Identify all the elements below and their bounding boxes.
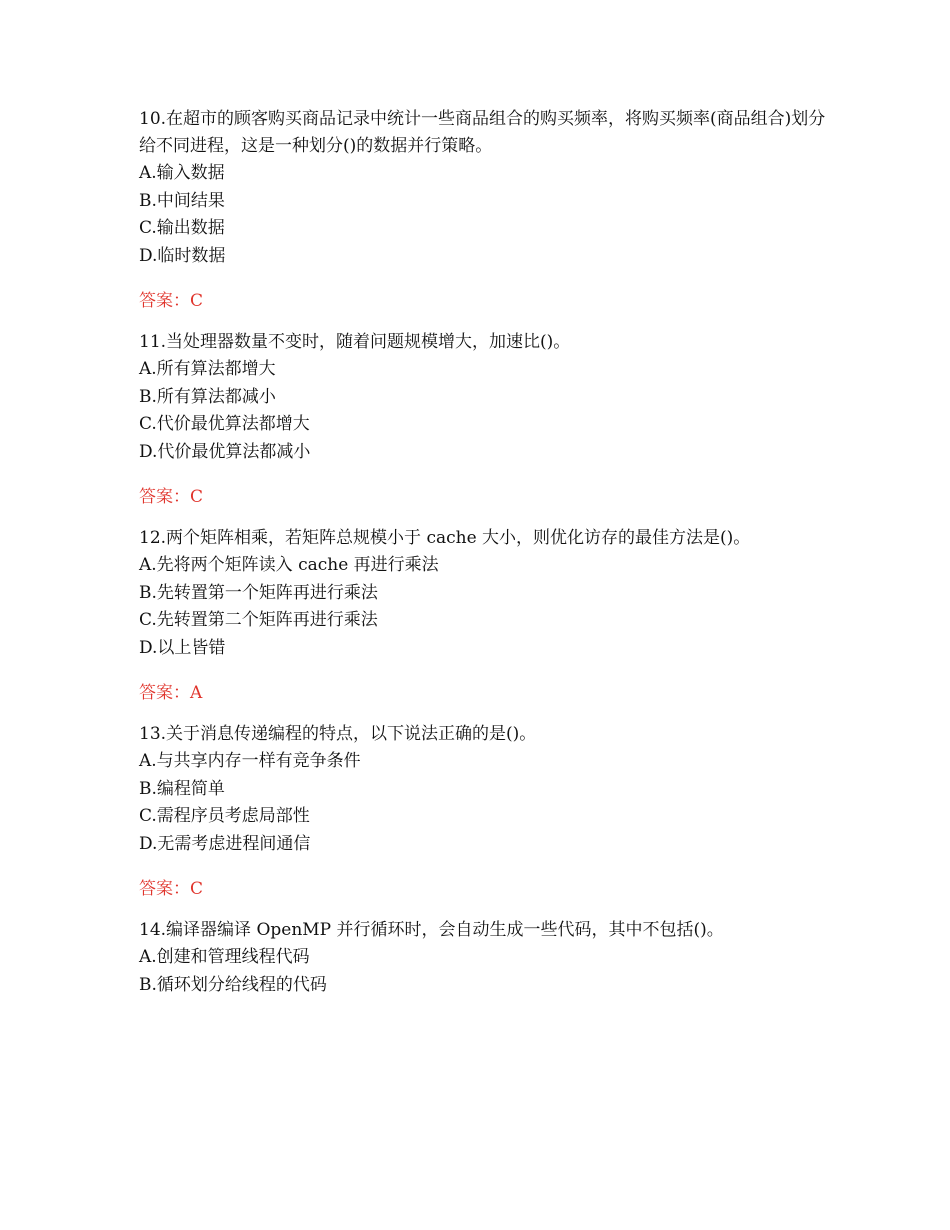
option-a: A.输入数据 <box>139 163 225 183</box>
question-text: 12.两个矩阵相乘，若矩阵总规模小于 cache 大小，则优化访存的最佳方法是()。 <box>139 528 751 548</box>
option-b: B.所有算法都减小 <box>139 386 276 407</box>
option-d: D.代价最优算法都减小 <box>139 441 311 462</box>
option-a: A.与共享内存一样有竞争条件 <box>139 751 361 771</box>
question-block <box>139 721 829 903</box>
question-block <box>139 917 829 999</box>
option-a: A.创建和管理线程代码 <box>139 947 310 967</box>
question-text: 10.在超市的顾客购买商品记录中统计一些商品组合的购买频率，将购买频率(商品组合)划分给不同进程，这是一种划分()的数据并行策略。 <box>139 109 826 156</box>
answer-label: 答案：A <box>139 683 203 703</box>
option-b: B.先转置第一个矩阵再进行乘法 <box>139 582 378 603</box>
option-list <box>139 552 829 662</box>
question-text: 13.关于消息传递编程的特点，以下说法正确的是()。 <box>139 724 537 744</box>
question-block <box>139 329 829 511</box>
option-b: B.循环划分给线程的代码 <box>139 974 327 995</box>
option-d: D.以上皆错 <box>139 637 226 658</box>
question-block <box>139 106 829 315</box>
option-list <box>139 944 829 999</box>
question-block <box>139 525 829 707</box>
option-c: C.输出数据 <box>139 218 225 238</box>
option-c: C.代价最优算法都增大 <box>139 414 310 434</box>
question-text: 14.编译器编译 OpenMP 并行循环时，会自动生成一些代码，其中不包括()。 <box>139 920 724 940</box>
question-text: 11.当处理器数量不变时，随着问题规模增大，加速比()。 <box>139 332 571 352</box>
option-c: C.先转置第二个矩阵再进行乘法 <box>139 610 378 630</box>
answer-label: 答案：C <box>139 291 204 311</box>
option-list <box>139 356 829 466</box>
question-list <box>139 106 829 999</box>
option-list <box>139 748 829 858</box>
option-a: A.先将两个矩阵读入 cache 再进行乘法 <box>139 555 439 575</box>
answer-label: 答案：C <box>139 879 204 899</box>
option-list <box>139 160 829 270</box>
option-c: C.需程序员考虑局部性 <box>139 806 310 826</box>
option-d: D.无需考虑进程间通信 <box>139 833 311 854</box>
option-b: B.编程简单 <box>139 778 225 799</box>
option-b: B.中间结果 <box>139 190 225 211</box>
option-d: D.临时数据 <box>139 245 226 266</box>
answer-label: 答案：C <box>139 487 204 507</box>
option-a: A.所有算法都增大 <box>139 359 276 379</box>
